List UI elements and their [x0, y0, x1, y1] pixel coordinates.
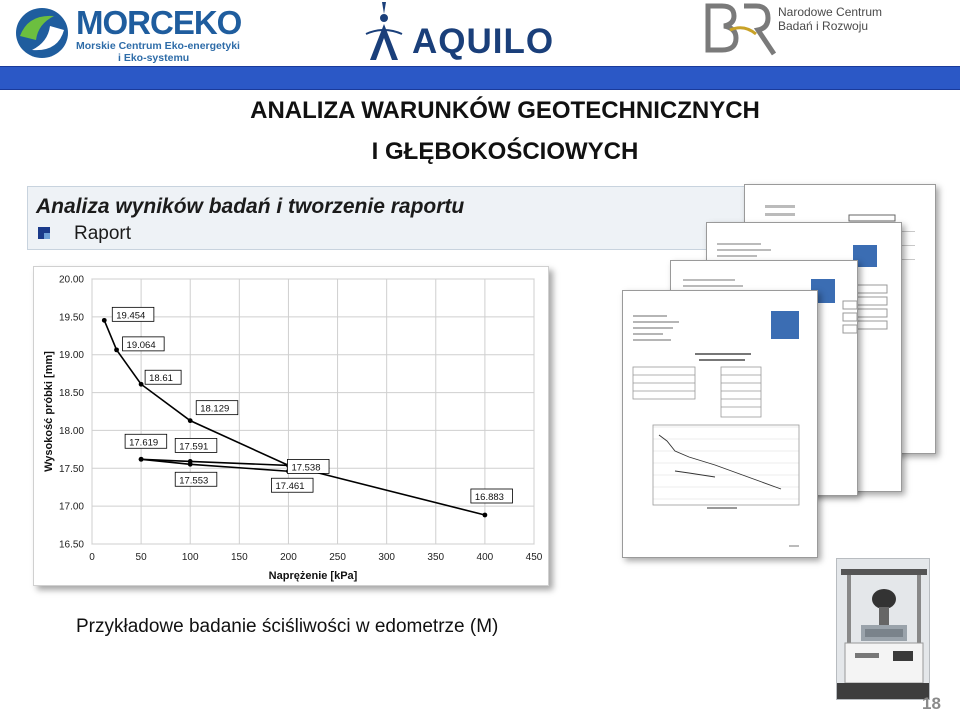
page-title-line-1: ANALIZA WARUNKÓW GEOTECHNICZNYCH: [250, 97, 760, 124]
report-documents: [600, 182, 945, 562]
morceko-swirl-icon: [14, 6, 70, 60]
y-tick-label: 19.50: [58, 312, 84, 324]
data-label: 19.454: [116, 310, 146, 322]
compression-chart: [34, 267, 550, 587]
page-number: 18: [922, 694, 941, 713]
figure-caption: Przykładowe badanie ściśliwości w edometrze (M): [76, 616, 499, 637]
x-axis-label: Naprężenie [kPa]: [268, 570, 358, 582]
y-tick-label: 16.50: [58, 539, 84, 551]
y-tick-label: 18.50: [58, 388, 84, 400]
y-tick-label: 17.00: [58, 501, 84, 513]
data-label: 17.461: [275, 481, 305, 493]
plot-area: [92, 279, 534, 544]
data-point: [188, 459, 193, 464]
data-point: [139, 382, 144, 387]
aquilo-name: AQUILO: [412, 22, 555, 61]
data-point: [102, 318, 107, 323]
data-point: [139, 457, 144, 462]
data-label: 16.883: [474, 492, 504, 504]
data-label: 19.064: [126, 339, 156, 351]
ncbr-logo: [704, 0, 944, 62]
data-label: 17.538: [291, 462, 321, 474]
x-tick-label: 400: [476, 552, 494, 563]
bullet-text-raport: Raport: [74, 223, 132, 244]
data-point: [114, 347, 119, 352]
morceko-subtitle-2: i Eko-systemu: [118, 52, 190, 64]
x-tick-label: 200: [280, 552, 297, 563]
x-tick-label: 0: [89, 552, 95, 563]
x-tick-label: 350: [427, 552, 445, 563]
data-point: [482, 513, 487, 518]
morceko-name: MORCEKO: [76, 4, 242, 41]
x-tick-label: 100: [181, 552, 199, 563]
morceko-subtitle-1: Morskie Centrum Eko-energetyki: [76, 40, 240, 52]
page-title-line-2: I GŁĘBOKOŚCIOWYCH: [371, 138, 639, 165]
top-color-bar: [0, 66, 960, 90]
data-label: 18.129: [200, 403, 230, 415]
section-heading: Analiza wyników badań i tworzenie raportu: [36, 195, 465, 218]
data-label: 17.591: [179, 441, 209, 453]
bullet-square-icon: [38, 227, 50, 239]
x-tick-label: 150: [230, 552, 248, 563]
data-label: 17.553: [179, 475, 209, 487]
chart-panel: [33, 266, 549, 586]
data-label: 18.61: [149, 373, 173, 385]
report-page-front: [622, 290, 818, 558]
y-tick-label: 18.00: [58, 425, 84, 437]
morceko-logo: [14, 4, 242, 64]
data-point: [188, 418, 193, 423]
x-tick-label: 250: [329, 552, 346, 563]
ncbr-name-line-2: Badań i Rozwoju: [778, 19, 869, 33]
x-tick-label: 450: [525, 552, 543, 563]
data-label: 17.619: [129, 437, 159, 449]
x-tick-label: 300: [378, 552, 396, 563]
y-tick-label: 17.50: [58, 463, 84, 475]
y-tick-label: 20.00: [58, 274, 84, 286]
y-tick-label: 19.00: [58, 350, 84, 362]
aquilo-logo: [360, 0, 560, 62]
ncbr-mark-icon: [704, 0, 780, 58]
ncbr-name-line-1: Narodowe Centrum: [778, 5, 883, 19]
oedometer-photo: [836, 558, 930, 700]
aquilo-figure-icon: [360, 0, 406, 62]
y-axis-label: Wysokość próbki [mm]: [43, 351, 55, 472]
x-tick-label: 50: [135, 552, 147, 563]
